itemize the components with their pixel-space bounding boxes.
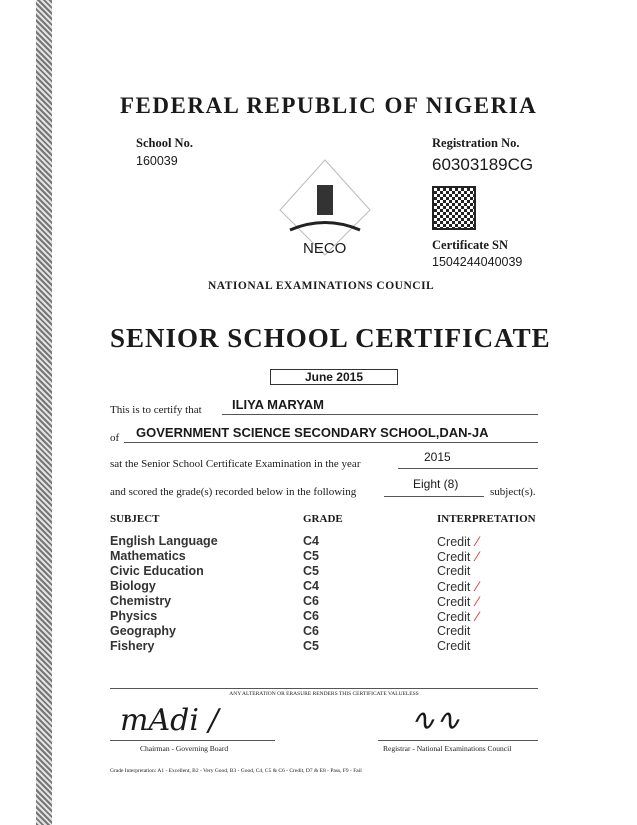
interpretation: Credit [437, 564, 471, 578]
school-line [124, 442, 538, 443]
school-no: 160039 [136, 154, 178, 168]
cert-sn-label: Certificate SN [432, 238, 509, 252]
qr-code [432, 186, 476, 230]
of-text: of [110, 432, 120, 444]
logo-text: NECO [303, 240, 347, 257]
registrar-signature: ∿∿ [410, 703, 461, 738]
year-line [398, 468, 538, 469]
check-mark-icon: ⁄ [476, 608, 479, 624]
cert-sn: 1504244040039 [432, 255, 523, 269]
interpretation: Credit [437, 550, 471, 564]
header-interpretation: INTERPRETATION [437, 513, 536, 525]
subject: Civic Education [110, 564, 204, 578]
header-grade: GRADE [303, 513, 343, 525]
subject: Fishery [110, 639, 155, 653]
grade: C6 [303, 594, 319, 608]
certificate-title: SENIOR SCHOOL CERTIFICATE [110, 323, 551, 353]
check-mark-icon: ⁄ [476, 533, 479, 549]
check-mark-icon: ⁄ [476, 578, 479, 594]
sat-text: sat the Senior School Certificate Examination in the year [110, 458, 361, 470]
subject: Physics [110, 609, 158, 623]
interpretation: Credit [437, 610, 471, 624]
reg-no: 60303189CG [432, 155, 534, 174]
exam-date: June 2015 [270, 369, 398, 385]
check-mark-icon: ⁄ [476, 593, 479, 609]
registrar-label: Registrar - National Examinations Council [383, 744, 512, 753]
grade: C5 [303, 549, 319, 563]
grade: C4 [303, 534, 319, 548]
interpretation: Credit [437, 580, 471, 594]
scored-text: and scored the grade(s) recorded below in the following [110, 486, 357, 498]
header-subject: SUBJECT [110, 513, 160, 525]
name-line [222, 414, 538, 415]
alteration-warning: ANY ALTERATION OR ERASURE RENDERS THIS CERTIFICATE VALUELESS [110, 688, 538, 698]
grade: C5 [303, 564, 319, 578]
subject: Biology [110, 579, 156, 593]
grade: C4 [303, 579, 319, 593]
grade: C6 [303, 609, 319, 623]
subject: English Language [110, 534, 218, 548]
count-line [384, 496, 484, 497]
interpretation: Credit [437, 624, 471, 638]
chairman-label: Chairman - Governing Board [140, 744, 229, 753]
school-name: GOVERNMENT SCIENCE SECONDARY SCHOOL,DAN-JA [136, 425, 489, 440]
candidate-name: ILIYA MARYAM [232, 397, 324, 412]
grade-key: Grade Interpretation: A1 - Excellent, B2 - Very Good, B3 - Good, C4, C5 & C6 - Credit, D7 & E8 - Pass, F9 - Fail [110, 768, 362, 774]
exam-year: 2015 [424, 450, 451, 464]
country-title: FEDERAL REPUBLIC OF NIGERIA [120, 93, 538, 118]
council-name: NATIONAL EXAMINATIONS COUNCIL [208, 280, 435, 292]
check-mark-icon: ⁄ [476, 548, 479, 564]
grade: C6 [303, 624, 319, 638]
subject: Geography [110, 624, 176, 638]
subject: Chemistry [110, 594, 172, 608]
school-no-label: School No. [136, 136, 193, 150]
certify-text: This is to certify that [110, 404, 202, 416]
chairman-signature: mAdi / [120, 703, 219, 738]
interpretation: Credit [437, 535, 471, 549]
reg-no-label: Registration No. [432, 136, 520, 150]
grade: C5 [303, 639, 319, 653]
interpretation: Credit [437, 595, 471, 609]
decorative-border [36, 0, 52, 825]
subjects-suffix: subject(s). [490, 486, 536, 498]
interpretation: Credit [437, 639, 471, 653]
subject: Mathematics [110, 549, 186, 563]
subject-count: Eight (8) [413, 477, 459, 491]
neco-logo [275, 155, 375, 265]
